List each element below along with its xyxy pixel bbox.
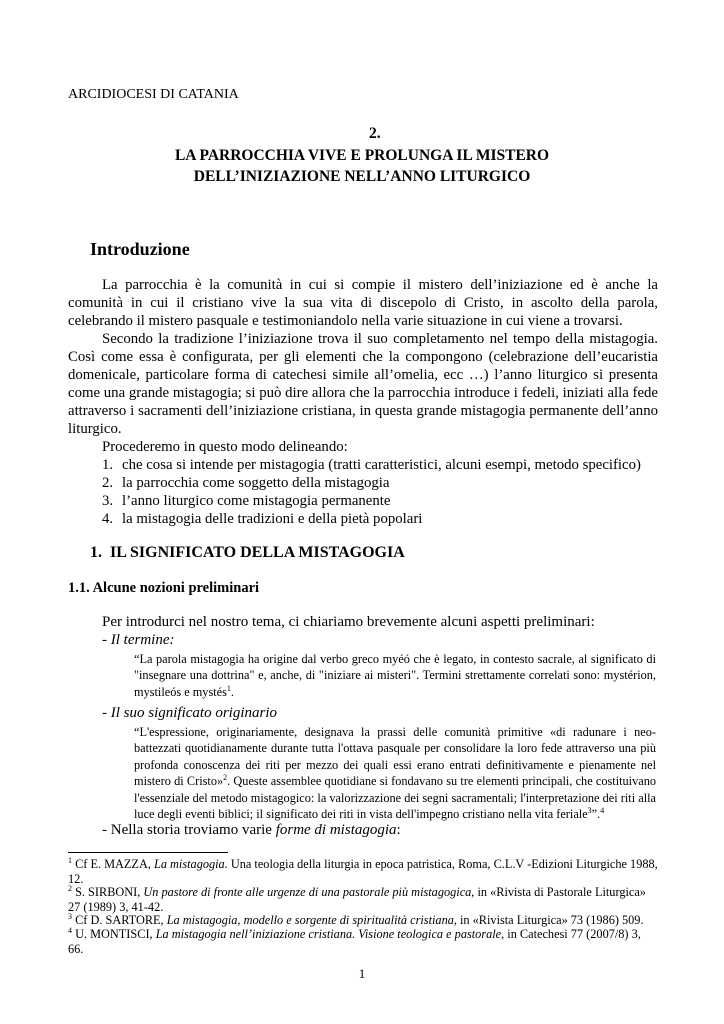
intro-paragraph-3: Procederemo in questo modo delineando: <box>102 439 348 455</box>
intro-paragraph-2: Secondo la tradizione l’iniziazione trova il suo completamento nel tempo della mistagogia. Così come essa è configurata, per gli elementi che la compongono (celebrazione dell’eucaristia domenicale, particolare forma di catechesi simile all’omelia, ecc …) l’anno liturgico si presenta come una grande mistagogia; si può dire allora che la parrocchia introduce i fedeli, iniziati alla fede attraverso i sacramenti dell’iniziazione cristiana, in questa grande mistagogia permanente dell’anno liturgico. <box>68 331 658 437</box>
footnote-ref[interactable]: 4 <box>600 805 605 815</box>
plan-list <box>68 456 658 528</box>
section-heading: 1. IL SIGNIFICATO DELLA MISTAGOGIA <box>90 544 405 561</box>
quote-term: “La parola mistagogia ha origine dal verbo greco myéó che è legato, in contesto sacrale, al significato di "insegnare una dottrina" e, anche, di "iniziare ai misteri". Termini strettamente correlati sono: mystérion, mystileós e mystés$^1$. <box>134 652 656 699</box>
footnote: $^4$ U. MONTISCI, La mistagogia nell’iniziazione cristiana. Visione teologica e pastorale, in Catechesi 77 (2007/8) 3, 66. <box>68 925 641 956</box>
history-line: - Nella storia troviamo varie forme di mistagogia: <box>102 822 401 838</box>
list-item: 3. l’anno liturgico come mistagogia permanente <box>102 493 391 509</box>
list-item: 4. la mistagogia delle tradizioni e della pietà popolari <box>102 511 423 527</box>
preface-text: Per introdurci nel nostro tema, ci chiariamo brevemente alcuni aspetti preliminari: <box>102 614 595 630</box>
chapter-title-line1: LA PARROCCHIA VIVE E PROLUNGA IL MISTERO <box>174 147 550 164</box>
quote-meaning: “L'espressione, originariamente, designava la prassi delle comunità primitive «di radunare i neo-battezzati quotidianamente durante tutta l'ottava pasquale per consolidare la loro fede attraverso una più profonda conoscenza dei riti per mezzo dei quali essi erano entrati definitivamente e pienamente nel mistero di Cristo»$^2$. Queste assemblee quotidiane si fondavano su tre elementi principali, che costituivano l'essenziale del metodo mistagogico: la valorizzazione dei segni sacramentali; l'interpretazione dei riti alla luce degli eventi biblici; il significato dei riti in vista dell'impegno cristiano nella vita feriale$^3$”.$^4$ <box>134 725 656 822</box>
intro-body <box>68 276 658 528</box>
footnote: $^2$ S. SIRBONI, Un pastore di fronte alle urgenze di una pastorale più mistagogica, in «Rivista di Pastorale Liturgica» 27 (1989) 3, 41-42. <box>68 883 646 914</box>
label-term: - Il termine: <box>102 632 175 648</box>
document-header: ARCIDIOCESI DI CATANIA <box>68 87 239 102</box>
list-item: 2. la parrocchia come soggetto della mistagogia <box>102 475 390 491</box>
footnote-ref[interactable]: 2 <box>223 773 228 783</box>
label-meaning: - Il suo significato originario <box>102 705 278 721</box>
intro-paragraph-1: La parrocchia è la comunità in cui si compie il mistero dell’iniziazione ed è anche la comunità in cui il cristiano vive la sua vita di discepolo di Cristo, in ascolto della parola, celebrando il mistero pasquale e testimoniandolo nella varie situazione in cui viene a trovarsi. <box>68 277 658 329</box>
subsection-heading: 1.1. Alcune nozioni preliminari <box>68 580 260 596</box>
chapter-title-line2: DELL’INIZIAZIONE NELL’ANNO LITURGICO <box>193 168 531 185</box>
footnote-separator <box>68 852 228 853</box>
footnote-ref[interactable]: 3 <box>587 805 592 815</box>
list-item: 1. che cosa si intende per mistagogia (tratti caratteristici, alcuni esempi, metodo specifico) <box>102 457 641 473</box>
chapter-number: 2. <box>369 125 381 142</box>
footnote: $^1$ Cf E. MAZZA, La mistagogia. Una teologia della liturgia in epoca patristica, Roma, C.L.V -Edizioni Liturgiche 1988, 12. <box>68 855 658 886</box>
intro-heading: Introduzione <box>90 239 190 259</box>
page-number: 1 <box>358 966 366 981</box>
footnote-ref[interactable]: 1 <box>226 683 231 693</box>
footnote: $^3$ Cf D. SARTORE, La mistagogia, modello e sorgente di spiritualità cristiana, in «Rivista Liturgica» 73 (1986) 509. <box>68 911 644 927</box>
